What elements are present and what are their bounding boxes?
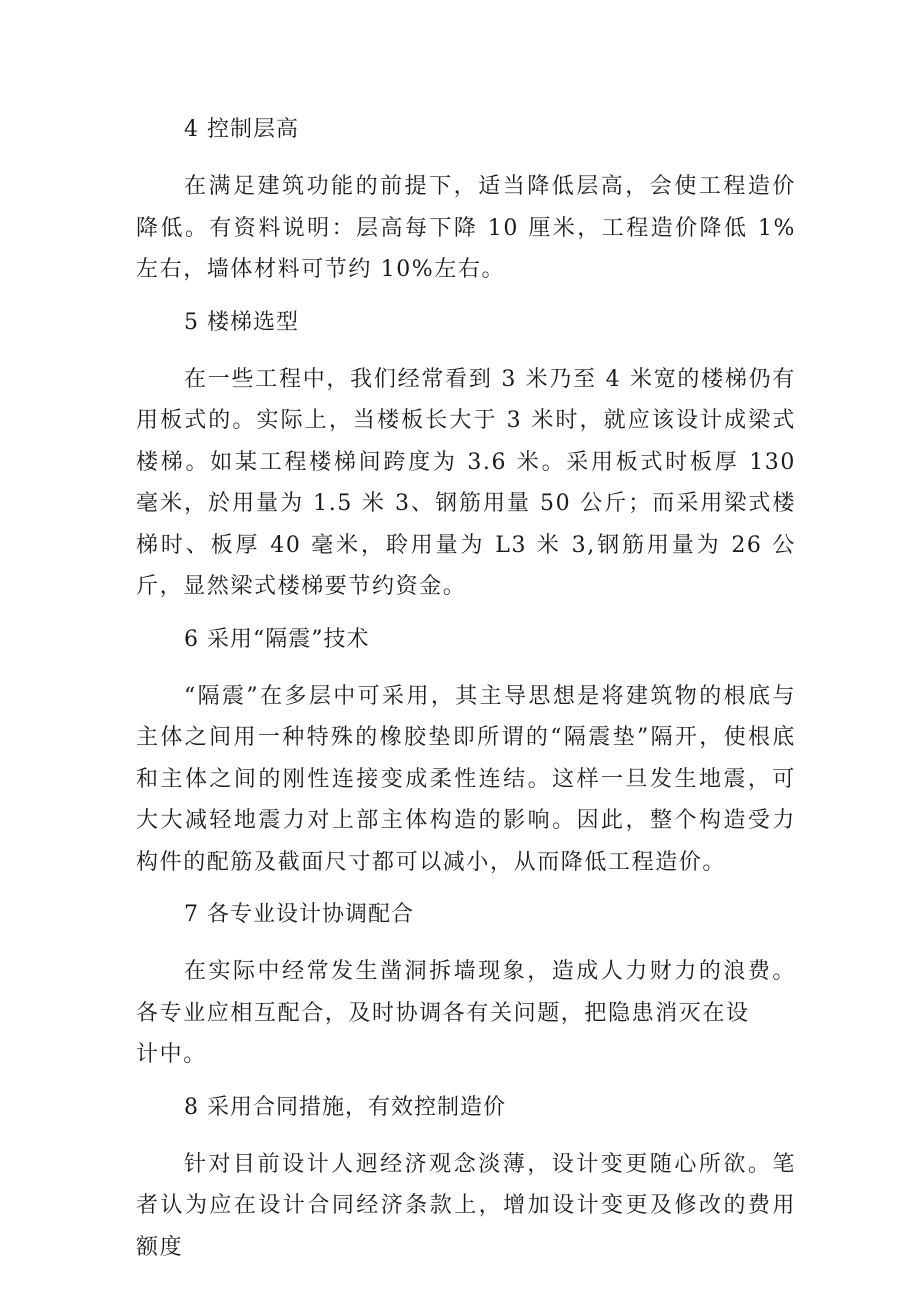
- section-heading-4: 4 控制层高: [184, 117, 299, 142]
- section-body-5: 在一些工程中，我们经常看到 3 米乃至 4 米宽的楼梯仍有用板式的。实际上，当楼板长大于 3 米时，就应该设计成梁式楼梯。如某工程楼梯间跨度为 3.6 米。采用板式时板厚 130 毫米，於用量为 1.5 米 3、钢筋用量 50 公斤；而采用梁式楼梯时、板厚 40 毫米，聆用量为 L3 米 3,钢筋用量为 26 公斤，显然梁式楼梯要节约资金。: [136, 366, 796, 599]
- section-body-6: “隔震”在多层中可采用，其主导思想是将建筑物的根底与主体之间用一种特殊的橡胶垫即所谓的“隔震垫”隔开，使根底和主体之间的刚性连接变成柔性连结。这样一旦发生地震，可大大减轻地震力对上部主体构造的影响。因此，整个构造受力构件的配筋及截面尺寸都可以减小，从而降低工程造价。: [136, 683, 796, 875]
- section-heading-6: 6 采用“隔震”技术: [184, 626, 370, 652]
- section-heading-5: 5 楼梯选型: [184, 309, 299, 335]
- document-page: [136, 112, 796, 1268]
- section-body-7-line-2: 计中。: [136, 1042, 207, 1067]
- section-body-8: 针对目前设计人迥经济观念淡薄，设计变更随心所欲。笔者认为应在设计合同经济条款上，增加设计变更及修改的费用额度: [136, 1151, 796, 1260]
- section-heading-7: 7 各专业设计协调配合: [184, 902, 414, 927]
- section-heading-8: 8 采用合同措施，有效控制造价: [184, 1094, 506, 1120]
- section-body-4: 在满足建筑功能的前提下，适当降低层高，会使工程造价降低。有资料说明：层高每下降 10 厘米，工程造价降低 1%左右，墙体材料可节约 10%左右。: [136, 174, 796, 282]
- section-body-7-line-1: 在实际中经常发生凿洞拆墙现象，造成人力财力的浪费。各专业应相互配合，及时协调各有关问题，把隐患消灭在设: [136, 959, 796, 1026]
